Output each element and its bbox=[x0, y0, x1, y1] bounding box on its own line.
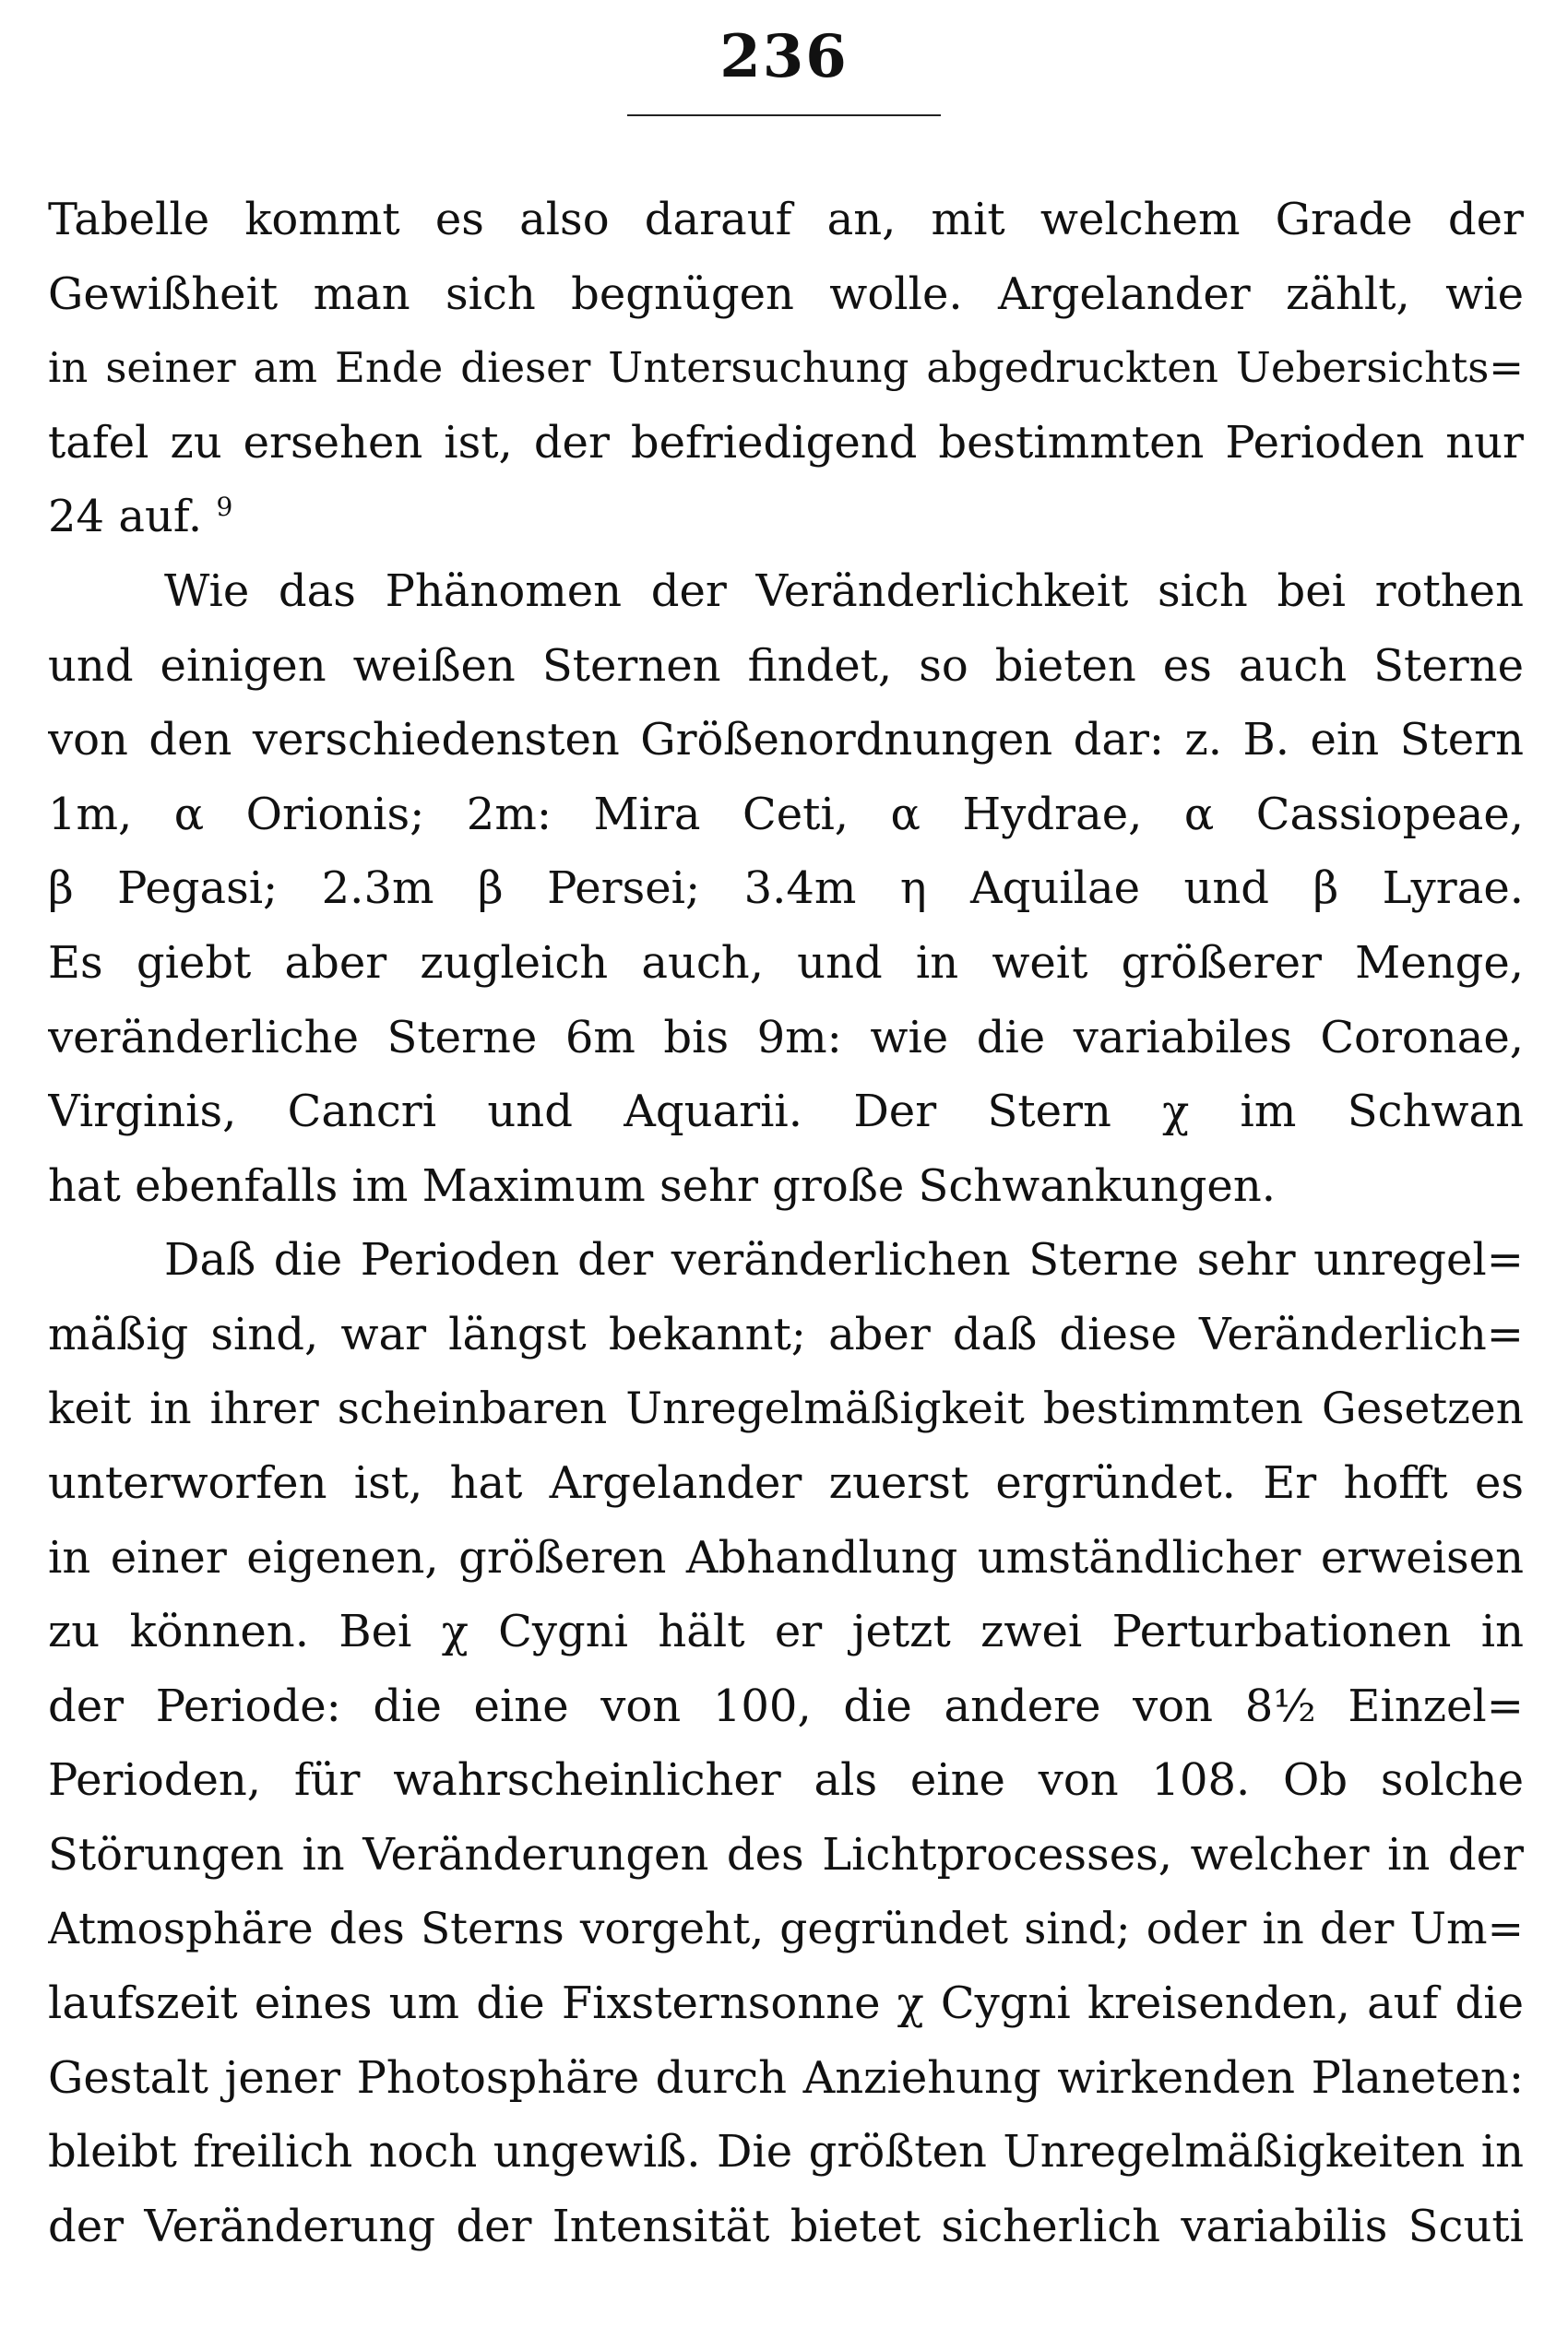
text-line: mäßig sind, war längst bekannt; aber daß diese Veränderlich= bbox=[48, 1308, 1524, 1360]
text-line: Gewißheit man sich begnügen wolle. Argelander zählt, wie bbox=[48, 267, 1524, 320]
page-number: 236 bbox=[719, 22, 849, 91]
text-line: Es giebt aber zugleich auch, und in weit größerer Menge, bbox=[48, 936, 1524, 989]
text-line: von den verschiedensten Größenordnungen dar: z. B. ein Stern bbox=[48, 714, 1524, 766]
body-text bbox=[48, 183, 1524, 2264]
text-line-with-footnote bbox=[48, 480, 1524, 554]
text-line: in seiner am Ende dieser Untersuchung abgedruckten Uebersichts= bbox=[48, 343, 1524, 393]
text-line: Perioden, für wahrscheinlicher als eine von 108. Ob solche bbox=[48, 1754, 1524, 1807]
text-line: Tabelle kommt es also darauf an, mit welchem Grade der bbox=[48, 194, 1524, 245]
text-line: 24 auf. bbox=[48, 491, 203, 543]
text-line: Gestalt jener Photosphäre durch Anziehung wirkenden Planeten: bbox=[48, 2051, 1524, 2104]
text-line: keit in ihrer scheinbaren Unregelmäßigkeit bestimmten Gesetzen bbox=[48, 1383, 1524, 1434]
text-line: β Pegasi; 2.3m β Persei; 3.4m η Aquilae und β Lyrae. bbox=[48, 862, 1524, 915]
text-line: und einigen weißen Sternen findet, so bieten es auch Sterne bbox=[48, 639, 1524, 692]
text-line: in einer eigenen, größeren Abhandlung umständlicher erweisen bbox=[48, 1531, 1524, 1584]
text-line: Virginis, Cancri und Aquarii. Der Stern χ im Schwan bbox=[48, 1086, 1524, 1138]
text-line: 1m, α Orionis; 2m: Mira Ceti, α Hydrae, α Cassiopeae, bbox=[48, 788, 1524, 840]
text-line: laufszeit eines um die Fixsternsonne χ Cygni kreisenden, auf die bbox=[48, 1977, 1524, 2030]
text-line: Wie das Phänomen der Veränderlichkeit sich bei rothen bbox=[164, 564, 1524, 617]
text-line: bleibt freilich noch ungewiß. Die größten Unregelmäßigkeiten in bbox=[48, 2126, 1524, 2179]
text-line: Störungen in Veränderungen des Lichtprocesses, welcher in der bbox=[48, 1829, 1524, 1882]
text-line: Daß die Perioden der veränderlichen Sterne sehr unregel= bbox=[164, 1234, 1524, 1287]
text-line: zu können. Bei χ Cygni hält er jetzt zwei Perturbationen in bbox=[48, 1606, 1524, 1658]
text-line: der Veränderung der Intensität bietet sicherlich variabilis Scuti bbox=[48, 2201, 1524, 2253]
text-line: Atmosphäre des Sterns vorgeht, gegründet sind; oder in der Um= bbox=[48, 1903, 1524, 1954]
text-line: unterworfen ist, hat Argelander zuerst ergründet. Er hofft es bbox=[48, 1457, 1524, 1510]
text-line: hat ebenfalls im Maximum sehr große Schwankungen. bbox=[48, 1159, 1276, 1212]
header-rule bbox=[627, 114, 941, 116]
text-line: der Periode: die eine von 100, die andere von 8½ Einzel= bbox=[48, 1680, 1524, 1732]
text-line: tafel zu ersehen ist, der befriedigend bestimmten Perioden nur bbox=[48, 416, 1524, 469]
footnote-marker: 9 bbox=[216, 492, 233, 523]
text-line: veränderliche Sterne 6m bis 9m: wie die variabiles Coronae, bbox=[48, 1011, 1524, 1063]
